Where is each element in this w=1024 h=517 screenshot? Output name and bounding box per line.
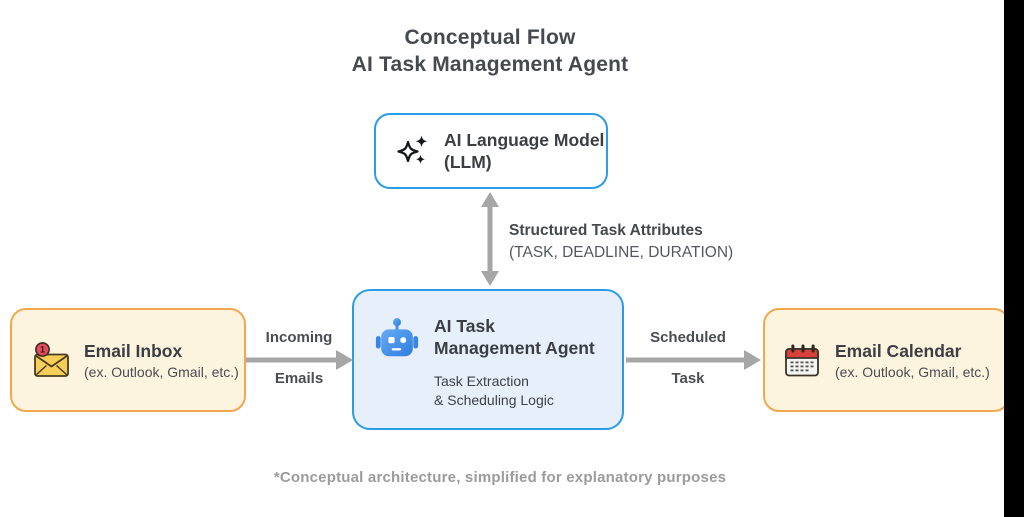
llm-node-title-line1: AI Language Model: [444, 130, 605, 150]
calendar-node-text: [835, 340, 990, 381]
calendar-node-title: Email Calendar: [835, 340, 962, 361]
inbox-node-title: Email Inbox: [84, 340, 183, 361]
inbox-node-text: [84, 340, 239, 381]
llm-node-title-line2: (LLM): [444, 152, 492, 172]
agent-node-subtitle-line1: Task Extraction: [434, 373, 529, 389]
calendar-node-subtitle: (ex. Outlook, Gmail, etc.): [835, 363, 990, 380]
agent-node-title-line1: AI Task: [434, 316, 495, 336]
calendar-node: [763, 308, 1010, 412]
agent-node-subtitle: [434, 372, 595, 410]
agent-node: [352, 289, 624, 430]
inbox-agent-arrow-label-line2: Emails: [274, 370, 324, 387]
inbox-agent-arrow-label-line1: Incoming: [265, 329, 333, 346]
agent-node-title-line2: Management Agent: [434, 338, 595, 358]
agent-calendar-arrow-label-line2: Task: [671, 370, 705, 387]
robot-icon: [374, 315, 420, 361]
inbox-node: [10, 308, 246, 412]
llm-node-text: [444, 129, 604, 173]
inbox-badge-count: 1: [39, 344, 46, 355]
email-inbox-icon: [32, 342, 72, 379]
agent-node-subtitle-line2: & Scheduling Logic: [434, 392, 554, 408]
calendar-icon: [783, 341, 823, 380]
screen-edge-black-bar: [1004, 0, 1024, 517]
llm-agent-arrow-label: [509, 220, 733, 264]
footnote: *Conceptual architecture, simplified for explanatory purposes: [273, 469, 727, 486]
llm-node: [374, 113, 608, 189]
diagram-title-line1: Conceptual Flow: [404, 26, 576, 49]
llm-agent-arrow: [477, 190, 503, 288]
agent-node-text: [434, 315, 595, 410]
llm-agent-arrow-label-line1: Structured Task Attributes: [509, 222, 703, 239]
diagram-title: [0, 24, 980, 78]
agent-calendar-arrow-label-line1: Scheduled: [650, 329, 726, 346]
agent-calendar-arrow: [626, 348, 762, 372]
inbox-agent-arrow: [246, 348, 354, 372]
inbox-node-subtitle: (ex. Outlook, Gmail, etc.): [84, 363, 239, 380]
sparkles-icon: [396, 133, 432, 169]
diagram-title-line2: AI Task Management Agent: [351, 53, 629, 76]
llm-agent-arrow-label-line2: (TASK, DEADLINE, DURATION): [509, 244, 734, 261]
